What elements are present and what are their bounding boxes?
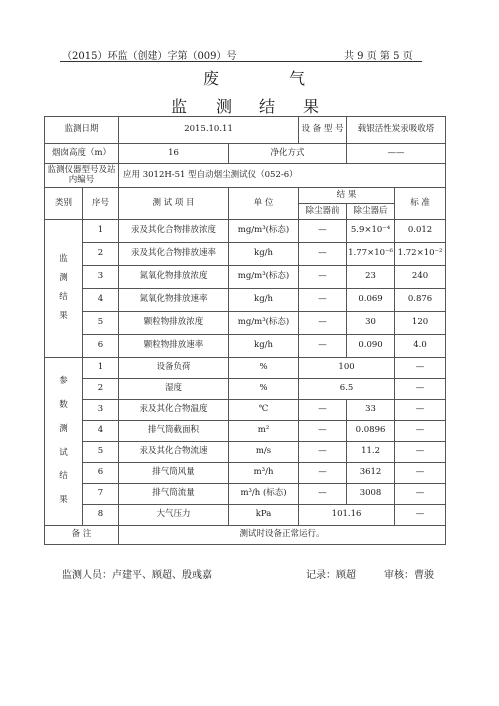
monitors-signature: 监测人员：卢建平、顾超、殷彧嘉 — [62, 570, 212, 581]
reviewer-signature: 审核：曹骏 — [384, 570, 434, 581]
row-standard: 1.72×10⁻² — [395, 243, 446, 266]
group2-label: 参 数 测 试 结 果 — [45, 358, 83, 526]
row-seq: 1 — [83, 358, 119, 379]
row-before: — — [299, 400, 347, 421]
row-standard: — — [395, 400, 446, 421]
height-value: 16 — [119, 144, 229, 164]
purify-value: —— — [347, 144, 446, 164]
row-before: — — [299, 243, 347, 266]
row-before: — — [299, 266, 347, 289]
purify-label: 净化方式 — [229, 144, 347, 164]
row-item: 氮氧化物排放浓度 — [119, 266, 229, 289]
row-item: 汞及其化合物排放浓度 — [119, 220, 229, 243]
row-seq: 5 — [83, 312, 119, 335]
remarks-value: 测试时设备正常运行。 — [119, 526, 446, 545]
row-before: — — [299, 463, 347, 484]
instrument-label: 监测仪器型号及站内编号 — [45, 164, 119, 188]
row-value: 6.5 — [299, 379, 395, 400]
row-after: 5.9×10⁻⁴ — [347, 220, 395, 243]
row-before: — — [299, 442, 347, 463]
row-before: — — [299, 484, 347, 505]
row-before: — — [299, 335, 347, 358]
row-item: 排气筒截面积 — [119, 421, 229, 442]
recorder-signature: 记录：顾超 — [306, 570, 356, 581]
row-after: 1.77×10⁻⁶ — [347, 243, 395, 266]
row-seq: 3 — [83, 400, 119, 421]
row-after: 3008 — [347, 484, 395, 505]
row-unit: kg/h — [229, 335, 299, 358]
row-standard: 120 — [395, 312, 446, 335]
row-after: 30 — [347, 312, 395, 335]
row-before: — — [299, 421, 347, 442]
row-unit: m/s — [229, 442, 299, 463]
group1-label: 监 测 结 果 — [45, 220, 83, 358]
row-unit: kPa — [229, 505, 299, 526]
title-char: 监 — [171, 97, 188, 116]
row-standard: 240 — [395, 266, 446, 289]
header-item: 测 试 项 目 — [119, 188, 229, 220]
row-after: 11.2 — [347, 442, 395, 463]
title-char: 果 — [303, 97, 320, 116]
device-value: 载银活性炭汞吸收塔 — [347, 117, 446, 144]
row-seq: 8 — [83, 505, 119, 526]
row-seq: 6 — [83, 335, 119, 358]
row-after: 0.069 — [347, 289, 395, 312]
date-value: 2015.10.11 — [119, 117, 299, 144]
header-after: 除尘器后 — [347, 204, 395, 220]
row-unit: mg/m³(标态) — [229, 266, 299, 289]
row-standard: 0.876 — [395, 289, 446, 312]
row-standard: — — [395, 358, 446, 379]
row-before: — — [299, 312, 347, 335]
row-after: 33 — [347, 400, 395, 421]
device-label: 设 备 型 号 — [299, 117, 347, 144]
row-seq: 3 — [83, 266, 119, 289]
row-item: 颗粒物排放浓度 — [119, 312, 229, 335]
row-item: 汞及其化合物流速 — [119, 442, 229, 463]
row-standard: 0.012 — [395, 220, 446, 243]
row-unit: % — [229, 358, 299, 379]
row-standard: — — [395, 463, 446, 484]
row-unit: m² — [229, 421, 299, 442]
row-item: 颗粒物排放速率 — [119, 335, 229, 358]
row-item: 氮氧化物排放速率 — [119, 289, 229, 312]
date-label: 监测日期 — [45, 117, 119, 144]
row-standard: — — [395, 421, 446, 442]
row-item: 湿度 — [119, 379, 229, 400]
row-standard: 4.0 — [395, 335, 446, 358]
row-unit: mg/m³(标态) — [229, 220, 299, 243]
row-seq: 4 — [83, 421, 119, 442]
height-label: 烟囱高度（m） — [45, 144, 119, 164]
row-before: — — [299, 220, 347, 243]
row-after: 3612 — [347, 463, 395, 484]
row-item: 汞及其化合物温度 — [119, 400, 229, 421]
row-item: 汞及其化合物排放速率 — [119, 243, 229, 266]
instrument-value: 应用 3012H-51 型自动烟尘测试仪（052-6） — [119, 164, 446, 188]
row-after: 0.090 — [347, 335, 395, 358]
row-unit: ℃ — [229, 400, 299, 421]
title-char: 气 — [289, 69, 306, 88]
row-item: 大气压力 — [119, 505, 229, 526]
header-before: 除尘器前 — [299, 204, 347, 220]
row-seq: 2 — [83, 379, 119, 400]
row-item: 排气筒风量 — [119, 463, 229, 484]
row-seq: 4 — [83, 289, 119, 312]
row-unit: m³/h (标态) — [229, 484, 299, 505]
row-unit: m³/h — [229, 463, 299, 484]
row-value: 101.16 — [299, 505, 395, 526]
header-standard: 标 准 — [395, 188, 446, 220]
row-seq: 5 — [83, 442, 119, 463]
row-seq: 6 — [83, 463, 119, 484]
row-unit: kg/h — [229, 289, 299, 312]
row-before: — — [299, 289, 347, 312]
row-standard: — — [395, 379, 446, 400]
header-rule — [60, 61, 422, 62]
header-result: 结 果 — [299, 188, 395, 204]
row-item: 设备负荷 — [119, 358, 229, 379]
row-after: 23 — [347, 266, 395, 289]
row-unit: mg/m³(标态) — [229, 312, 299, 335]
monitoring-table — [44, 116, 446, 545]
row-value: 100 — [299, 358, 395, 379]
page-info: 共 9 页 第 5 页 — [344, 51, 413, 62]
row-seq: 2 — [83, 243, 119, 266]
row-unit: kg/h — [229, 243, 299, 266]
title-char: 结 — [259, 97, 276, 116]
title-char: 测 — [216, 97, 233, 116]
row-standard: — — [395, 484, 446, 505]
row-standard: — — [395, 505, 446, 526]
title-char: 废 — [203, 69, 220, 88]
header-unit: 单 位 — [229, 188, 299, 220]
row-standard: — — [395, 442, 446, 463]
row-seq: 1 — [83, 220, 119, 243]
header-category: 类别 — [45, 188, 83, 220]
header-seq: 序号 — [83, 188, 119, 220]
remarks-label: 备 注 — [45, 526, 119, 545]
row-item: 排气筒流量 — [119, 484, 229, 505]
row-unit: % — [229, 379, 299, 400]
row-seq: 7 — [83, 484, 119, 505]
doc-number: （2015）环监（创建）字第（009）号 — [62, 51, 237, 62]
row-after: 0.0896 — [347, 421, 395, 442]
